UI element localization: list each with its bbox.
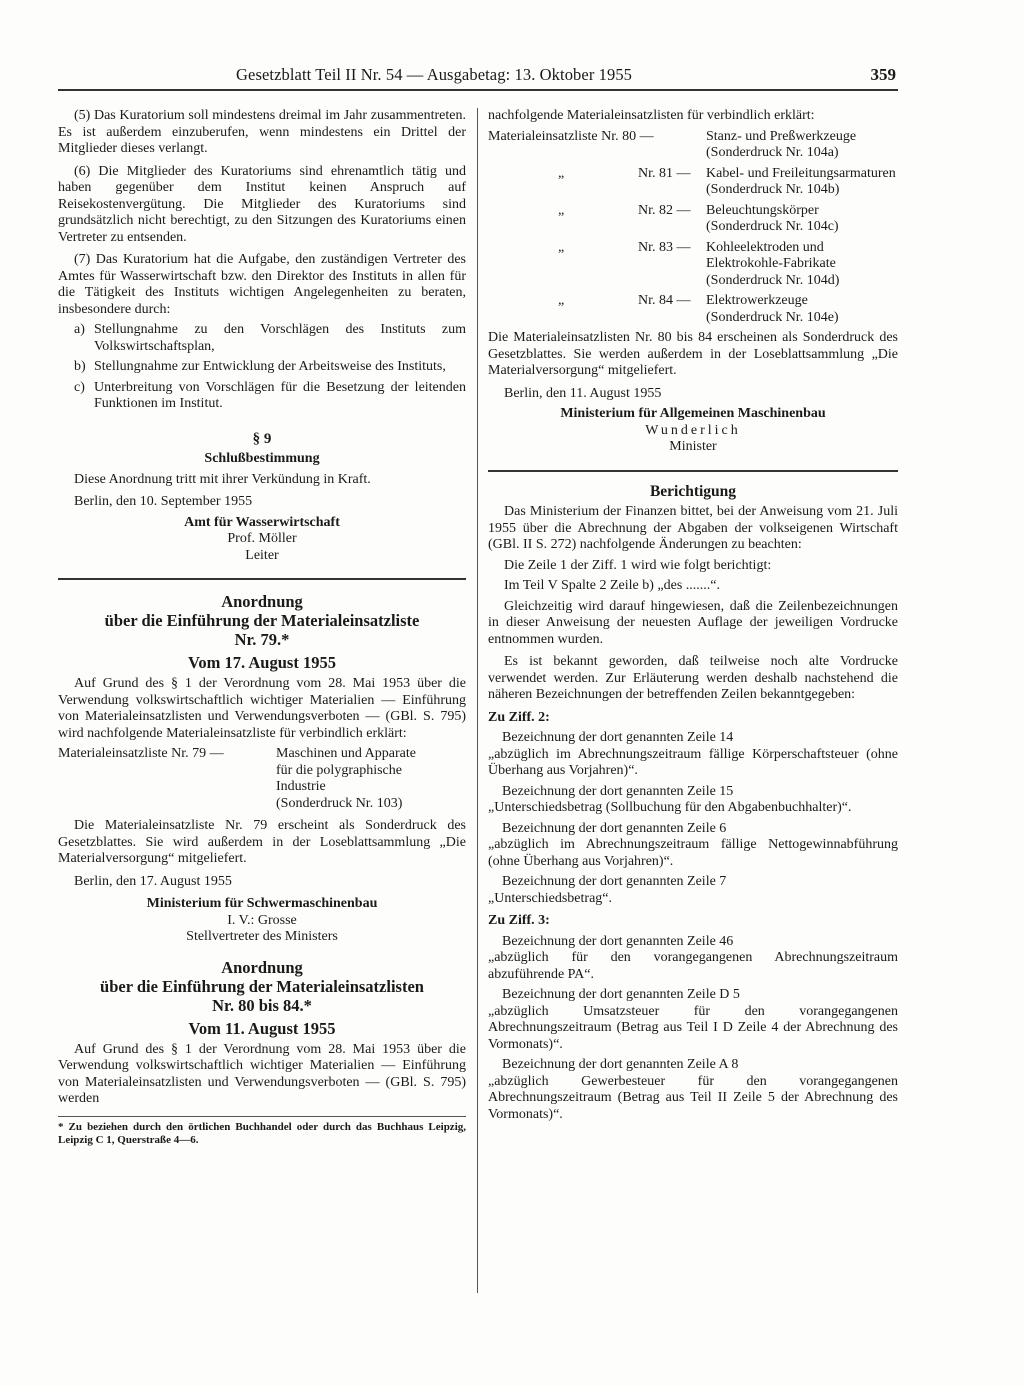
material-list-ref: (Sonderdruck Nr. 104c): [706, 219, 839, 234]
duties-list: [74, 322, 466, 413]
ordinance-text: Auf Grund des § 1 der Verordnung vom 28. Mai 1953 über die Verwendung volkswirtschaftlich wichtiger Materialien — Einführung von Materialeinsatzlisten und Verwendungsverboten — (GBl. S. 795) werden: [58, 1041, 466, 1106]
correction-text: Gleichzeitig wird darauf hingewiesen, daß die Zeilenbezeichnungen in dieser Anweisung der neuesten Auflage der jeweiligen Vordrucke entnommen wurden.: [488, 598, 898, 647]
material-list-row: [488, 293, 898, 326]
line-text: „abzüglich im Abrechnungszeitraum fällige Nettogewinnabführung (ohne Überhang aus Vorjahren)“.: [488, 837, 898, 869]
material-list-row: [488, 129, 898, 162]
section-title: Schlußbestimmung: [204, 451, 320, 466]
section-separator: [488, 470, 898, 472]
ordinance-text: Auf Grund des § 1 der Verordnung vom 28. Mai 1953 über die Verwendung volkswirtschaftlich wichtiger Materialien — Einführung von Materialeinsatzlisten und Verwendungsverboten — (GBl. S. 795) wird nachfolgende Materialeinsatzliste für verbindlich erklärt:: [58, 676, 466, 741]
material-list-number: Nr. 82 —: [638, 202, 691, 218]
paragraph-5: (5) Das Kuratorium soll mindestens dreimal im Jahr zusammentreten. Es ist außerdem einzuberufen, wenn mindestens ein Drittel der Mitglieder dieses verlangt.: [58, 108, 466, 156]
ditto-mark: „: [558, 239, 565, 255]
ordinance-subtitle: über die Einführung der Materialeinsatzliste: [104, 611, 420, 630]
material-list-desc: Elektrowerkzeuge: [706, 293, 808, 308]
signature-org: Ministerium für Allgemeinen Maschinenbau: [560, 406, 826, 421]
material-list-row: [488, 203, 898, 236]
material-list-desc: Industrie: [276, 779, 326, 794]
list-item-label: b): [74, 359, 86, 374]
material-list-row: [488, 166, 898, 199]
line-designation: Bezeichnung der dort genannten Zeile 46: [502, 933, 734, 949]
line-text: „abzüglich Gewerbesteuer für den vorangegangenen Abrechnungszeitraum (Betrag aus Teil II Zeile 5 der Abrechnung des Vormonats)“.: [488, 1073, 898, 1122]
line-text: „abzüglich Umsatzsteuer für den vorangegangenen Abrechnungszeitraum (Betrag aus Teil I D Zeile 4 der Abrechnung des Vormonats)“.: [488, 1003, 898, 1052]
line-text: „abzüglich für den vorangegangenen Abrechnungszeitraum abzuführende PA“.: [488, 950, 898, 982]
signature-role: Leiter: [245, 547, 279, 563]
material-list-desc: Kabel- und Freileitungsarmaturen: [706, 165, 896, 181]
line-designation: Bezeichnung der dort genannten Zeile 14: [502, 730, 734, 745]
signature-place-date: Berlin, den 17. August 1955: [74, 873, 232, 889]
line-designation: Bezeichnung der dort genannten Zeile 7: [502, 874, 727, 889]
ordinance-date: Vom 17. August 1955: [188, 653, 336, 672]
material-list-label: Materialeinsatzliste Nr. 79 —: [58, 746, 224, 761]
line-text: „Unterschiedsbetrag (Sollbuchung für den Abgabenbuchhalter)“.: [488, 800, 852, 815]
section-separator: [58, 578, 466, 580]
material-list-ref: (Sonderdruck Nr. 104a): [706, 145, 839, 160]
correction-text: Die Zeile 1 der Ziff. 1 wird wie folgt berichtigt:: [504, 557, 772, 573]
material-list-ref: (Sonderdruck Nr. 104d): [706, 272, 840, 288]
list-item: [74, 359, 466, 376]
ordinance-text: Die Materialeinsatzlisten Nr. 80 bis 84 erscheinen als Sonderdruck des Gesetzblattes. Sie werden außerdem in der Loseblattsammlung „Die Materialversorgung“ mitgeliefert.: [488, 330, 898, 378]
material-list-desc: Maschinen und Apparate: [276, 746, 416, 761]
material-list-label: Materialeinsatzliste Nr. 80 —: [488, 128, 654, 144]
list-item-text: Unterbreitung von Vorschlägen für die Besetzung der leitenden Funktionen im Institut.: [94, 379, 466, 411]
correction-text: Das Ministerium der Finanzen bittet, bei der Anweisung vom 21. Juli 1955 über die Abrechnung der Abgaben der volkseigenen Wirtschaft (GBl. II S. 272) nachfolgende Änderungen zu beachten:: [488, 504, 898, 552]
page-header: [58, 63, 898, 91]
signature-role: Minister: [669, 439, 717, 454]
signature-place-date: Berlin, den 11. August 1955: [504, 385, 662, 401]
material-list-number: Nr. 83 —: [638, 239, 691, 255]
ditto-mark: „: [558, 202, 565, 218]
material-list-ref: (Sonderdruck Nr. 104e): [706, 309, 839, 325]
list-item: [74, 380, 466, 413]
material-list-desc: (Sonderdruck Nr. 103): [276, 795, 403, 811]
footnote: * Zu beziehen durch den örtlichen Buchhandel oder durch das Buchhaus Leipzig, Leipzig C 1, Querstraße 4—6.: [58, 1116, 466, 1147]
signature-role: Stellvertreter des Ministers: [186, 929, 338, 944]
line-text: „Unterschiedsbetrag“.: [488, 890, 612, 906]
material-list-desc: Beleuchtungskörper: [706, 202, 819, 218]
ordinance-number: Nr. 79.*: [234, 630, 290, 649]
material-list-row: [58, 746, 466, 763]
list-item-label: a): [74, 322, 85, 337]
material-list-desc: Stanz- und Preßwerkzeuge: [706, 128, 857, 144]
line-designation: Bezeichnung der dort genannten Zeile 15: [502, 783, 734, 799]
header-title: Gesetzblatt Teil II Nr. 54 — Ausgabetag: 13. Oktober 1955: [236, 65, 633, 84]
intro-text: nachfolgende Materialeinsatzlisten für verbindlich erklärt:: [488, 108, 815, 123]
list-item: [74, 322, 466, 355]
ordinance-title: Anordnung: [221, 592, 303, 611]
signature-name: I. V.: Grosse: [227, 912, 297, 928]
signature-place-date: Berlin, den 10. September 1955: [74, 494, 253, 509]
section-number: § 9: [252, 430, 272, 447]
list-item-text: Stellungnahme zu den Vorschlägen des Instituts zum Volkswirtschaftsplan,: [94, 322, 466, 354]
correction-text: Im Teil V Spalte 2 Zeile b) „des .......“.: [504, 578, 720, 593]
material-list-number: Nr. 81 —: [638, 165, 691, 181]
line-designation: Bezeichnung der dort genannten Zeile 6: [502, 820, 727, 836]
list-item-text: Stellungnahme zur Entwicklung der Arbeitsweise des Instituts,: [94, 359, 446, 374]
list-item-label: c): [74, 379, 85, 395]
line-designation: Bezeichnung der dort genannten Zeile D 5: [502, 987, 740, 1002]
signature-name: Prof. Möller: [227, 531, 297, 546]
section-text: Diese Anordnung tritt mit ihrer Verkündung in Kraft.: [74, 471, 371, 487]
page-number: 359: [870, 65, 896, 84]
ordinance-title: Anordnung: [221, 957, 303, 977]
material-list-row: [488, 240, 898, 290]
signature-name: Wunderlich: [645, 422, 741, 438]
column-divider: [477, 108, 478, 1293]
material-list-number: Nr. 84 —: [638, 293, 691, 308]
paragraph-7: (7) Das Kuratorium hat die Aufgabe, den zuständigen Vertreter des Amtes für Wasserwirtschaft bzw. den Direktor des Instituts in allen für die Tätigkeit des Instituts wichtigen Angelegenheiten zu beraten, insbesondere durch:: [58, 252, 466, 317]
material-list-ref: (Sonderdruck Nr. 104b): [706, 182, 840, 197]
material-list-desc: für die polygraphische: [276, 762, 402, 778]
ordinance-text: Die Materialeinsatzliste Nr. 79 erscheint als Sonderdruck des Gesetzblattes. Sie wird außerdem in der Loseblattsammlung „Die Materialversorgung“ mitgeliefert.: [58, 818, 466, 866]
ordinance-subtitle: über die Einführung der Materialeinsatzlisten: [100, 976, 424, 996]
line-designation: Bezeichnung der dort genannten Zeile A 8: [502, 1057, 739, 1072]
correction-title: Berichtigung: [649, 482, 737, 500]
paragraph-6: (6) Die Mitglieder des Kuratoriums sind ehrenamtlich tätig und haben gegenüber dem Institut keinen Anspruch auf Reisekostenvergütung. Die Mitglieder des Kuratoriums sind grundsätzlich nicht berechtigt, zu den Sitzungen des Kuratoriums einen Vertreter zu entsenden.: [58, 163, 466, 245]
clause-heading: Zu Ziff. 2:: [488, 709, 550, 725]
ditto-mark: „: [558, 293, 565, 308]
left-column: [58, 108, 466, 1147]
ordinance-date: Vom 11. August 1955: [188, 1018, 336, 1038]
right-column: [488, 108, 898, 1123]
correction-text: Es ist bekannt geworden, daß teilweise noch alte Vordrucke verwendet werden. Zur Erläuterung werden deshalb nachstehend die näheren Bezeichnungen der betreffenden Zeilen bekanntgegeben:: [488, 654, 898, 702]
line-text: „abzüglich im Abrechnungszeitraum fällige Körperschaftsteuer (ohne Überhang aus Vorjahren)“.: [488, 746, 898, 778]
ditto-mark: „: [558, 165, 565, 181]
signature-org: Ministerium für Schwermaschinenbau: [146, 896, 378, 911]
clause-heading: Zu Ziff. 3:: [488, 913, 550, 928]
material-list-desc: Kohleelektroden und Elektrokohle-Fabrikate: [706, 239, 836, 271]
ordinance-number: Nr. 80 bis 84.*: [212, 995, 312, 1015]
signature-org: Amt für Wasserwirtschaft: [184, 514, 340, 530]
